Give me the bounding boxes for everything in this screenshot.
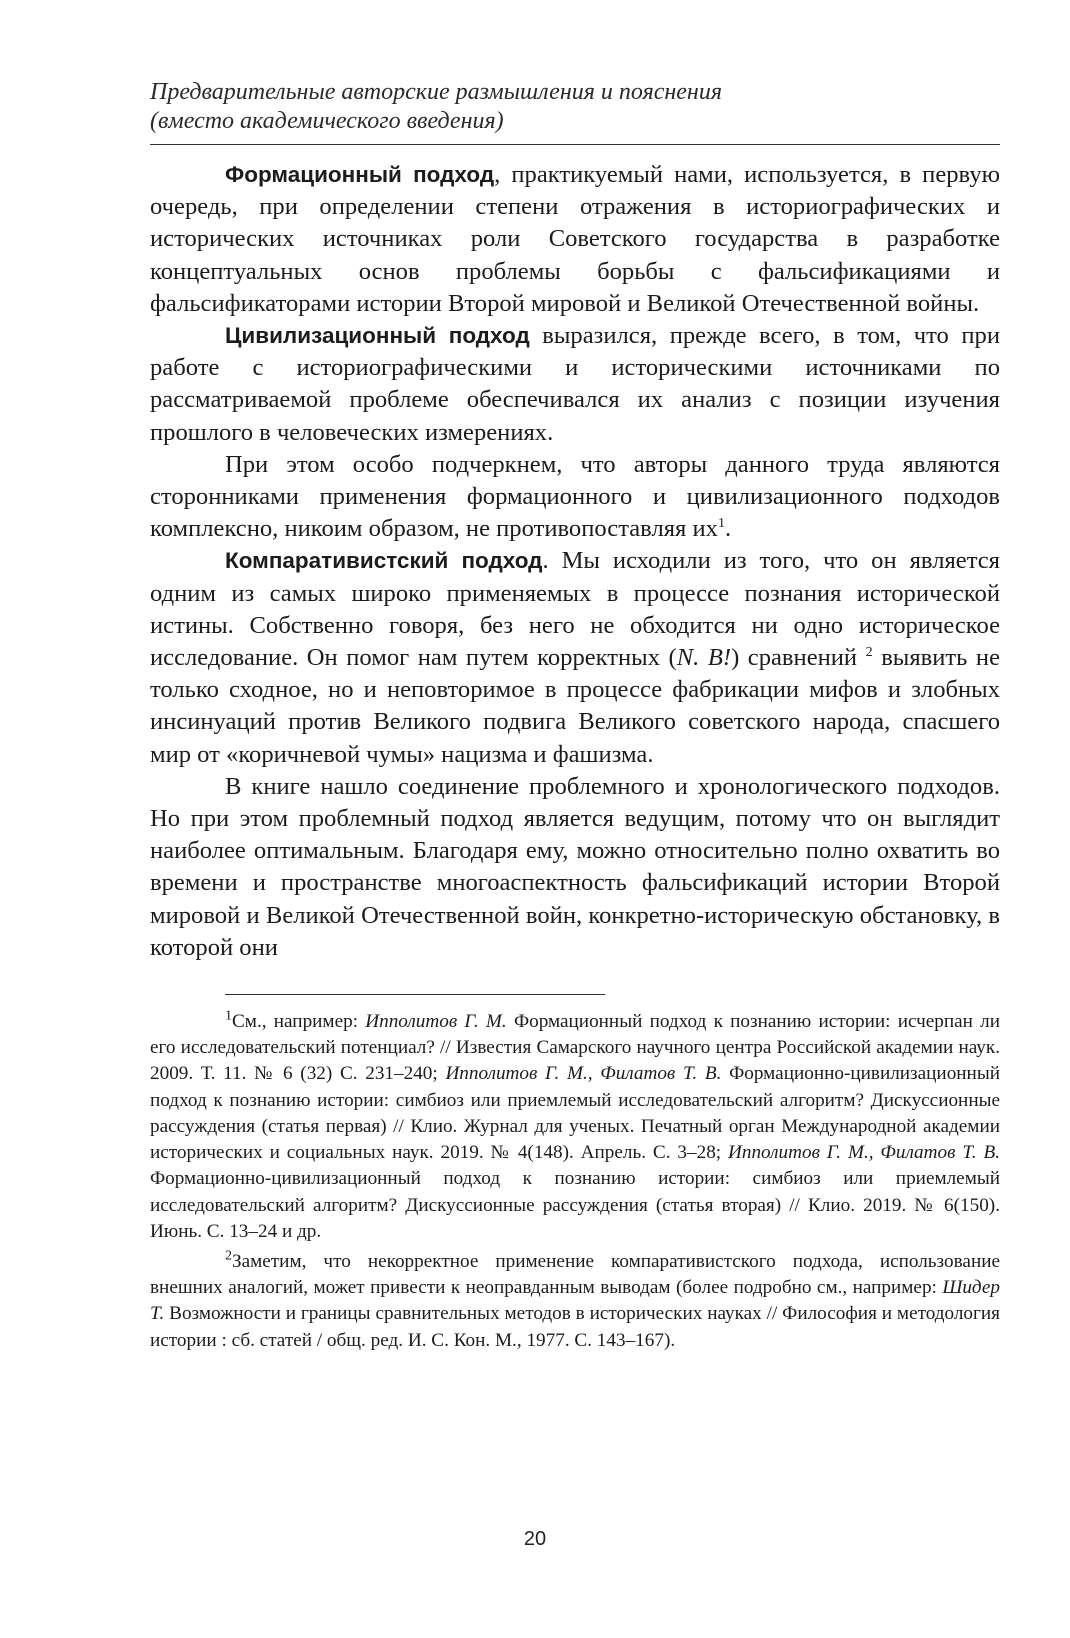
footnote-2-mark: 2 [225, 1248, 232, 1264]
paragraph-comparative-text-a: . Мы исходили из того, что он является одним из самых широко применяемых в процессе познания исторической истины. Собственно говоря, без него не обходится ни одно историческое исследование. Он помог нам путем корректных ( [150, 547, 1000, 672]
paragraph-comparative [150, 545, 1000, 770]
paragraph-problem-approach-text: В книге нашло соединение проблемного и хронологического подходов. Но при этом проблемный подход является ведущим, потому что он выглядит наиболее оптимальным. Благодаря ему, можно относительно полно охватить во времени и пространстве многоаспектность фальсификаций истории Второй мировой и Великой Отечественной войн, конкретно-историческую обстановку, в которой они [150, 772, 1000, 961]
paragraph-comparative-text-c: выявить не только сходное, но и неповторимое в процессе фабрикации мифов и злобных инсинуаций против Великого подвига Великого советского народа, спасшего мир от «коричневой чумы» нацизма и фашизма. [150, 644, 1001, 768]
footnote-1-text-c: Формационно-цивилизационный подход к познанию истории: симбиоз или приемлемый исследовательский алгоритм? Дискуссионные рассуждения (статья первая) // Клио. Журнал для ученых. Печатный орган Международной академии исторических и социальных наук. 2019. № 4(148). Апрель. С. 3–28; [150, 1063, 1000, 1164]
running-header-line-2: (вместо академического введения) [150, 108, 504, 134]
book-page [150, 78, 1000, 1354]
term-formational: Формационный подход [225, 162, 495, 187]
paragraph-combined-end: . [724, 515, 732, 543]
term-comparative: Компаративистский подход [225, 548, 543, 574]
running-header [150, 78, 1000, 145]
running-header-line-1: Предварительные авторские размышления и пояснения [150, 79, 722, 105]
footnote-1-author-3: Ипполитов Г. М., Филатов Т. В. [728, 1142, 1000, 1164]
footnote-1-mark: 1 [225, 1008, 232, 1024]
footnote-2-text-a: Заметим, что некорректное применение компаративистского подхода, использование внешних аналогий, может привести к неоправданным выводам (более подробно см., например: [150, 1250, 1000, 1299]
paragraph-problem-approach [150, 771, 1000, 964]
paragraph-comparative-text-b: ) сравнений [731, 644, 858, 672]
footnote-2 [150, 1249, 1000, 1354]
paragraph-combined [150, 449, 1000, 546]
paragraph-civilizational [150, 320, 1000, 449]
page-number: 20 [523, 1528, 547, 1550]
footnote-ref-1[interactable]: 1 [717, 516, 725, 532]
footnote-1-text-b: Формационный подход к познанию истории: исчерпан ли его исследовательский потенциал? // Известия Самарского научного центра Российской академии наук. 2009. Т. 11. № 6 (32) С. 231–240; [150, 1011, 1000, 1085]
paragraph-formational [150, 159, 1000, 320]
nota-bene: N. B! [676, 644, 732, 672]
main-text [150, 159, 1000, 964]
footnote-2-text-b: Возможности и границы сравнительных методов в исторических науках // Философия и методология истории : сб. статей / общ. ред. И. С. Кон. М., 1977. С. 143–167). [150, 1303, 1000, 1351]
footnote-2-author: Шидер Т. [150, 1277, 1000, 1325]
paragraph-combined-text: При этом особо подчеркнем, что авторы данного труда являются сторонниками применения формационного и цивилизационного подходов комплексно, никоим образом, не противопоставляя их [150, 450, 1000, 543]
footnote-ref-2[interactable]: 2 [865, 644, 873, 660]
term-civilizational: Цивилизационный подход [225, 323, 530, 349]
footnote-divider [225, 994, 605, 995]
paragraph-civilizational-text: выразился, прежде всего, в том, что при работе с историографическими и историческими источниками по рассматриваемой проблеме обеспечивался их анализ с позиции изучения прошлого в человеческих измерениях. [150, 322, 1000, 446]
footnote-1-author-1: Ипполитов Г. М. [365, 1011, 507, 1033]
paragraph-formational-text: , практикуемый нами, используется, в первую очередь, при определении степени отражения в историографических и исторических источниках роли Советского государства в разработке концептуальных основ проблемы борьбы с фальсификациями и фальсификаторами истории Второй мировой и Великой Отечественной войны. [150, 161, 1000, 317]
footnote-1 [150, 1009, 1000, 1245]
footnote-1-text-a: См., например: [232, 1011, 366, 1033]
footnote-1-author-2: Ипполитов Г. М., Филатов Т. В. [445, 1063, 722, 1085]
footnotes [150, 1009, 1000, 1354]
footnote-1-text-d: Формационно-цивилизационный подход к познанию истории: симбиоз или приемлемый исследовательский алгоритм? Дискуссионные рассуждения (статья вторая) // Клио. 2019. № 6(150). Июнь. С. 13–24 и др. [150, 1168, 1000, 1242]
